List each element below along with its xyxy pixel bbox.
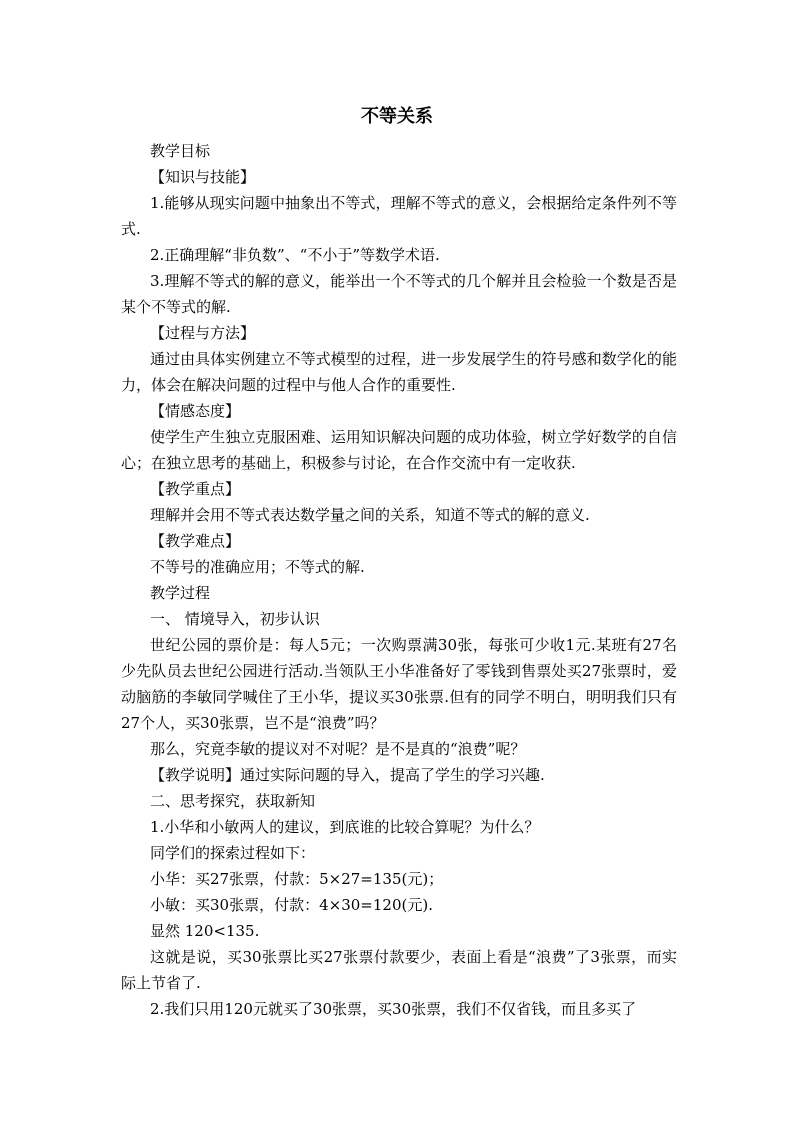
paragraph: 同学们的探索过程如下：	[150, 844, 316, 862]
paragraph: 这就是说，买30张票比买27张票付款要少，表面上看是“浪费”了3张票，而实际上节省了.	[121, 948, 677, 992]
paragraph: 世纪公园的票价是：每人5元；一次购票满30张，每张可少收1元.某班有27名少先队员去世纪公园进行活动.当领队王小华准备好了零钱到售票处买27张票时，爱动脑筋的李敏同学喊住了王小华，提议买30张票.但有的同学不明白，明明我们只有27个人，买30张票，岂不是“浪费”吗？	[121, 636, 677, 732]
paragraph: 使学生产生独立克服困难、运用知识解决问题的成功体验，树立学好数学的自信心；在独立思考的基础上，积极参与讨论，在合作交流中有一定收获.	[121, 428, 677, 472]
paragraph: 【教学难点】	[150, 532, 241, 550]
paragraph: 一、 情境导入，初步认识	[150, 610, 320, 628]
paragraph: 【教学重点】	[150, 480, 241, 498]
paragraph: 【情感态度】	[150, 402, 241, 420]
paragraph: 教学目标	[150, 142, 211, 160]
paragraph: 3.理解不等式的解的意义，能举出一个不等式的几个解并且会检验一个数是否是某个不等式的解.	[121, 272, 677, 316]
paragraph: 二、思考探究，获取新知	[150, 792, 316, 810]
paragraph: 【教学说明】通过实际问题的导入，提高了学生的学习兴趣.	[150, 766, 545, 784]
paragraph: 教学过程	[150, 584, 211, 602]
paragraph: 显然 120<135.	[150, 922, 260, 940]
paragraph: 2.正确理解“非负数”、“不小于”等数学术语.	[150, 246, 440, 264]
paragraph: 通过由具体实例建立不等式模型的过程，进一步发展学生的符号感和数学化的能力，体会在解决问题的过程中与他人合作的重要性.	[121, 350, 677, 394]
paragraph: 【知识与技能】	[150, 168, 256, 186]
paragraph: 那么，究竟李敏的提议对不对呢？是不是真的“浪费”呢？	[150, 740, 526, 758]
paragraph: 1.能够从现实问题中抽象出不等式，理解不等式的意义，会根据给定条件列不等式.	[121, 194, 677, 238]
paragraph: 1.小华和小敏两人的建议，到底谁的比较合算呢？为什么？	[150, 818, 540, 836]
paragraph: 不等号的准确应用；不等式的解.	[150, 558, 365, 576]
paragraph: 小华：买27张票，付款：5×27=135(元)；	[150, 870, 444, 888]
document-title: 不等关系	[361, 106, 433, 127]
paragraph: 【过程与方法】	[150, 324, 256, 342]
paragraph: 小敏：买30张票，付款：4×30=120(元).	[150, 896, 433, 914]
paragraph: 2.我们只用120元就买了30张票，买30张票，我们不仅省钱，而且多买了	[150, 1000, 637, 1018]
document-body	[121, 138, 677, 1022]
paragraph: 理解并会用不等式表达数学量之间的关系，知道不等式的解的意义.	[150, 506, 590, 524]
